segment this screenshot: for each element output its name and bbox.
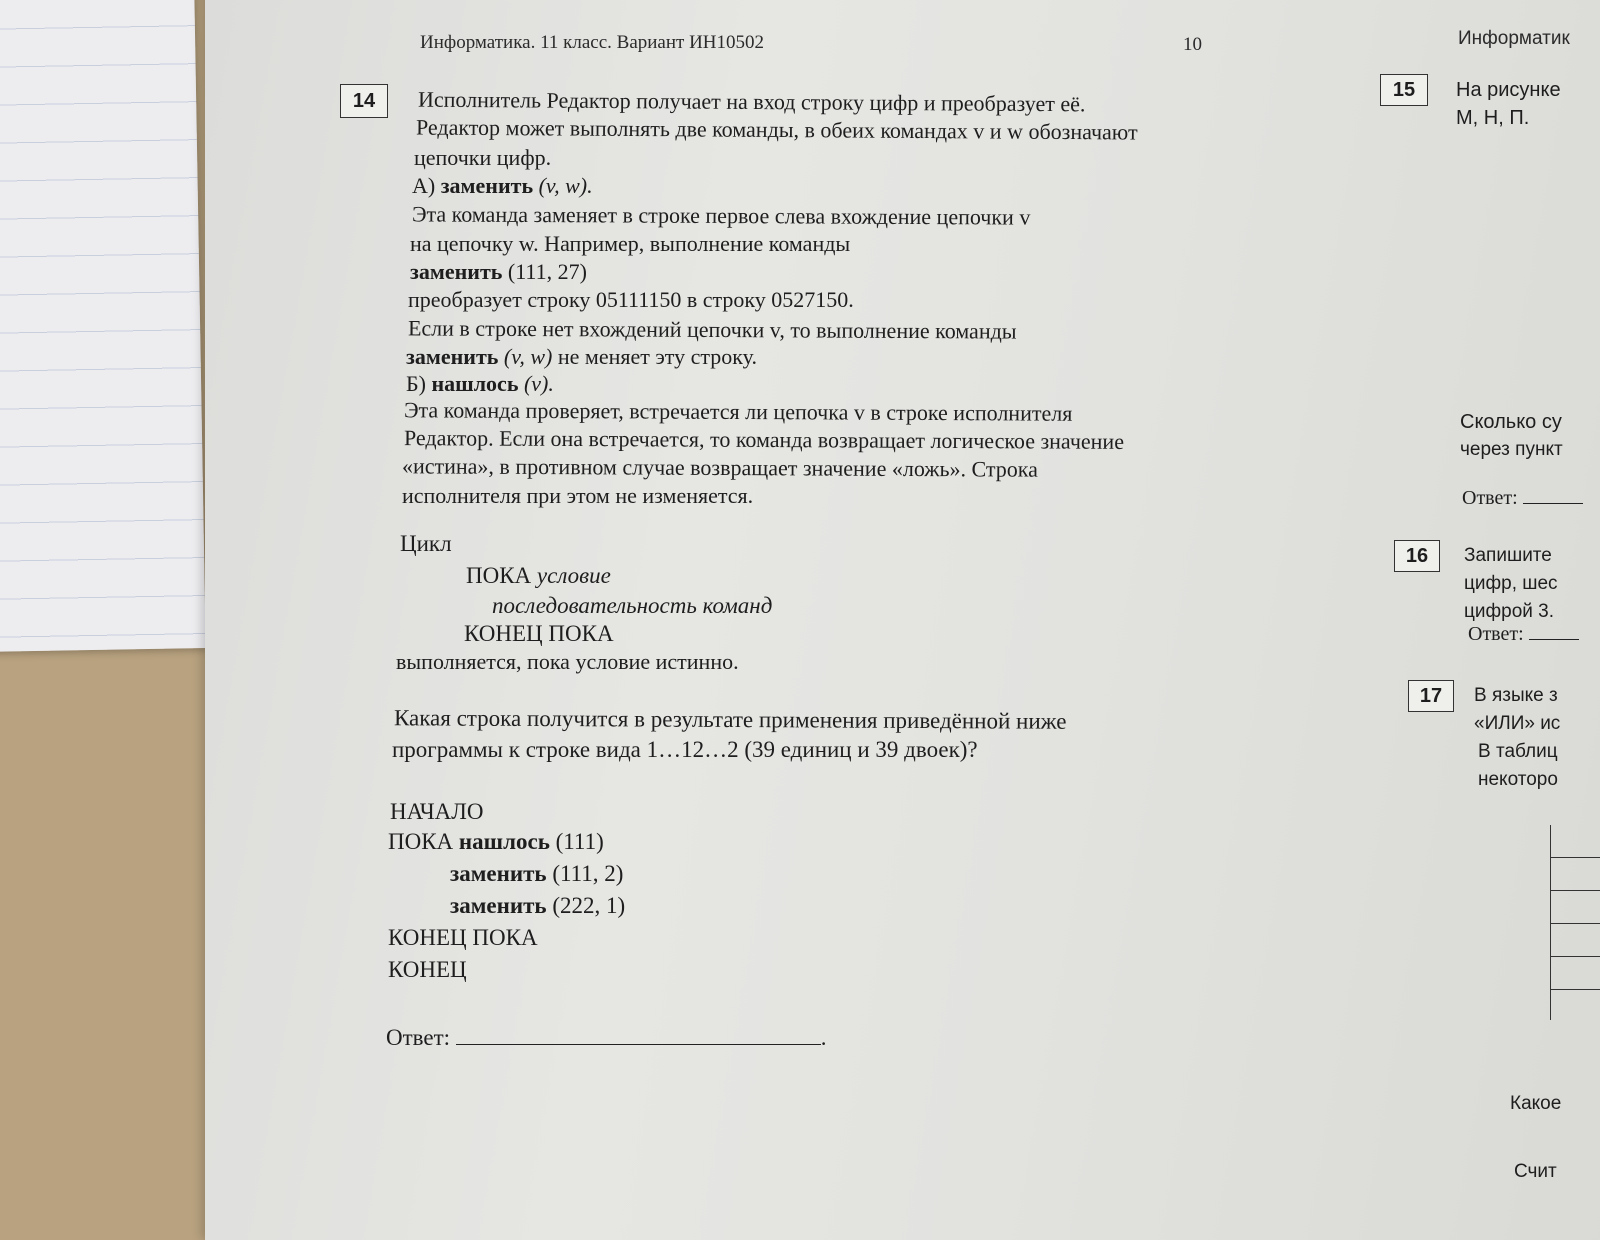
command-b-desc-line: Редактор. Если она встречается, то команда возвращает логическое значение xyxy=(403,425,1125,454)
task15-number-box: 15 xyxy=(1380,74,1428,106)
task16-answer-field[interactable] xyxy=(1529,623,1579,640)
question-line: Какая строка получится в результате применения приведённой ниже xyxy=(393,705,1067,734)
command-b-args: (v). xyxy=(518,371,554,396)
command-a-desc-line: Эта команда заменяет в строке первое слева вхождение цепочки v xyxy=(411,201,1031,230)
loop-while-line xyxy=(466,562,611,590)
task15-answer-label: Ответ: xyxy=(1462,487,1518,509)
table-row xyxy=(1551,891,1600,924)
command-a-prefix: А) xyxy=(412,173,441,198)
command-a-args: (v, w). xyxy=(533,173,593,198)
task16-line: Запишите xyxy=(1464,545,1552,566)
task15-answer xyxy=(1462,484,1583,512)
program-end-while: КОНЕЦ ПОКА xyxy=(388,925,538,950)
intro-line: Редактор может выполнять две команды, в обеих командах v и w обозначают xyxy=(415,114,1138,145)
loop-note: выполняется, пока условие истинно. xyxy=(396,649,739,674)
next-page-header: Информатик xyxy=(1458,28,1570,49)
page-number: 10 xyxy=(1183,34,1202,55)
command-a-name: заменить xyxy=(440,173,534,198)
task15-question-line: Сколько су xyxy=(1460,411,1562,433)
task15-answer-field[interactable] xyxy=(1523,487,1583,504)
task16-answer xyxy=(1468,620,1579,648)
next-page-text: Какое xyxy=(1510,1093,1562,1114)
task17-line: В таблиц xyxy=(1478,741,1558,762)
example-command-args: (111, 27) xyxy=(502,259,587,284)
table-row xyxy=(1551,858,1600,891)
program-line1 xyxy=(450,860,623,888)
task17-line: «ИЛИ» ис xyxy=(1474,713,1561,734)
task17-line: В языке з xyxy=(1474,685,1558,706)
intro-line: цепочки цифр. xyxy=(414,145,552,170)
table-row xyxy=(1551,957,1600,990)
loop-body: последовательность команд xyxy=(492,593,773,618)
task16-answer-label: Ответ: xyxy=(1468,623,1524,645)
no-match-command xyxy=(406,343,757,371)
answer-dot: . xyxy=(820,1025,827,1050)
task15-line: На рисунке xyxy=(1456,79,1561,101)
no-match-line: Если в строке нет вхождений цепочки v, то выполнение команды xyxy=(407,315,1017,344)
command-a-desc-line: на цепочку w. Например, выполнение команды xyxy=(410,231,851,256)
command-b-name: нашлось xyxy=(431,371,519,396)
command-b xyxy=(406,370,554,398)
example-command xyxy=(410,258,587,286)
no-match-command-rest: не меняет эту строку. xyxy=(552,344,757,369)
task16-line: цифрой 3. xyxy=(1464,601,1554,622)
program-begin: НАЧАЛО xyxy=(390,799,484,824)
program-line2 xyxy=(450,892,625,920)
command-a xyxy=(412,172,593,200)
loop-end: КОНЕЦ ПОКА xyxy=(464,621,614,646)
loop-title: Цикл xyxy=(400,531,452,556)
example-result: преобразует строку 05111150 в строку 0527150. xyxy=(408,287,854,312)
program-line2-command: заменить xyxy=(450,893,547,918)
program-line2-args: (222, 1) xyxy=(546,893,626,918)
notebook-page xyxy=(0,0,206,652)
question-line: программы к строке вида 1…12…2 (39 единиц и 39 двоек)? xyxy=(392,737,978,762)
next-page-text: Счит xyxy=(1514,1161,1557,1182)
command-b-desc-line: исполнителя при этом не изменяется. xyxy=(402,483,754,508)
table-row xyxy=(1551,924,1600,957)
answer-row xyxy=(386,1024,827,1052)
task-number-box: 14 xyxy=(340,84,388,118)
no-match-command-args: (v, w) xyxy=(498,344,553,369)
task17-line: некоторо xyxy=(1478,769,1558,790)
program-while-keyword: ПОКА xyxy=(388,829,454,854)
task17-table xyxy=(1550,825,1600,1020)
page-header-title: Информатика. 11 класс. Вариант ИН10502 xyxy=(420,32,765,53)
example-command-name: заменить xyxy=(410,259,503,284)
loop-condition: условие xyxy=(536,563,611,588)
answer-field[interactable] xyxy=(456,1024,821,1045)
loop-while-keyword: ПОКА xyxy=(466,563,532,588)
task15-question-line: через пункт xyxy=(1460,439,1563,460)
command-b-prefix: Б) xyxy=(406,371,432,396)
program-end: КОНЕЦ xyxy=(388,957,467,982)
table-row xyxy=(1551,825,1600,858)
intro-line: Исполнитель Редактор получает на вход строку цифр и преобразует её. xyxy=(417,86,1086,117)
task17-number-box: 17 xyxy=(1408,680,1454,712)
program-while xyxy=(388,828,604,856)
program-line1-args: (111, 2) xyxy=(546,861,624,886)
no-match-command-name: заменить xyxy=(406,344,499,369)
program-while-args: (111) xyxy=(549,829,604,854)
program-line1-command: заменить xyxy=(450,861,547,886)
command-b-desc-line: «истина», в противном случае возвращает значение «ложь». Строка xyxy=(401,453,1039,482)
task15-line: М, Н, П. xyxy=(1456,107,1530,129)
answer-label: Ответ: xyxy=(386,1025,451,1050)
task16-line: цифр, шес xyxy=(1464,573,1558,594)
program-while-command: нашлось xyxy=(458,829,550,854)
command-b-desc-line: Эта команда проверяет, встречается ли цепочка v в строке исполнителя xyxy=(403,397,1073,426)
task16-number-box: 16 xyxy=(1394,540,1440,572)
